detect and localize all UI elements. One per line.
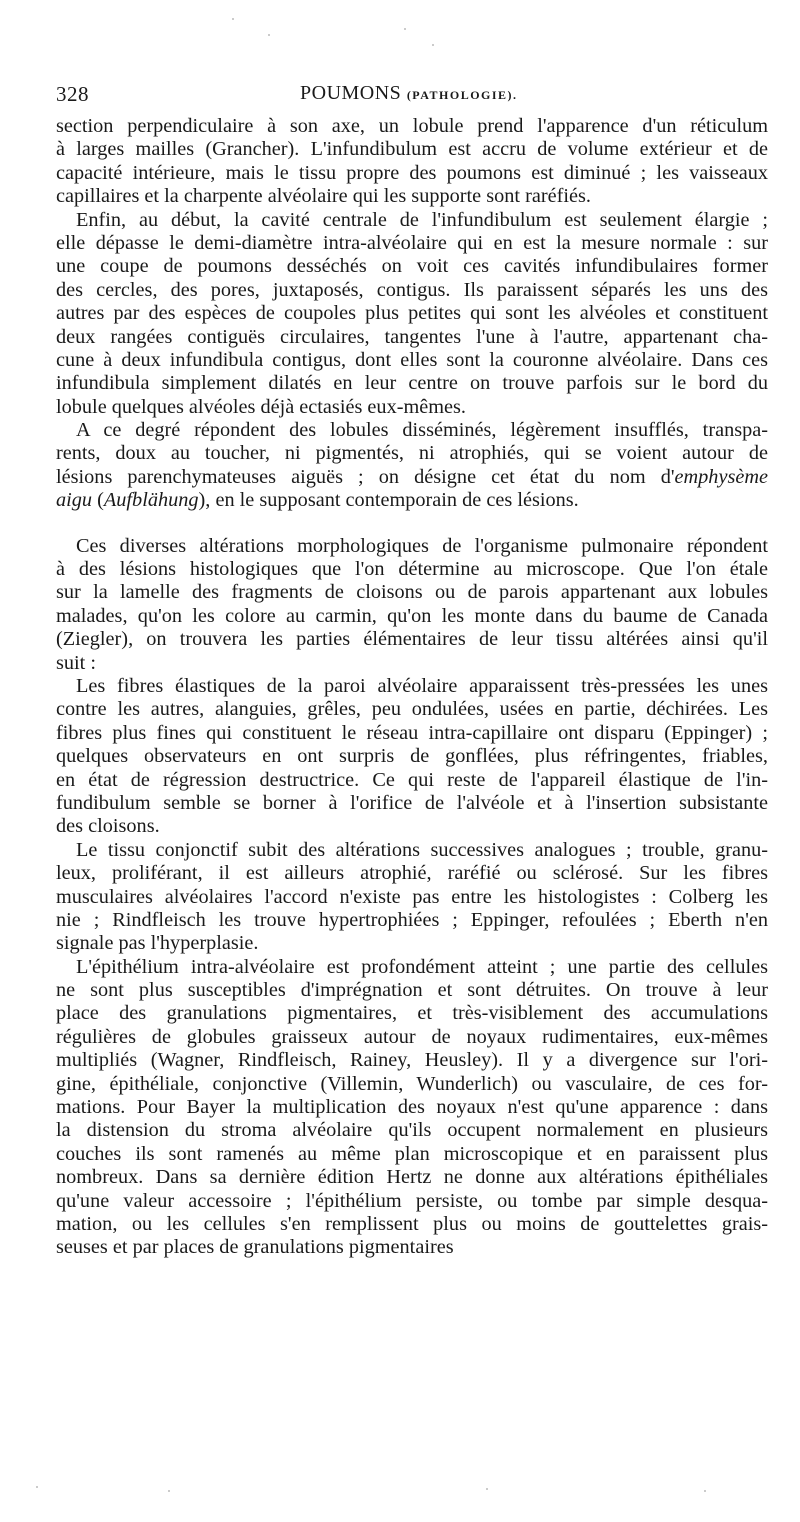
text-line: lobule quelques alvéoles déjà ectasiés eux-mêmes. <box>56 395 466 418</box>
text-line: mations. Pour Bayer la multiplication des noyaux n'est qu'une apparence : dans <box>56 1096 768 1119</box>
paragraph-4 <box>56 535 768 675</box>
text-line: des cercles, des pores, juxtaposés, contigus. Ils paraissent séparés les uns des <box>56 278 768 301</box>
running-header <box>56 82 756 112</box>
text-line: en état de régression destructrice. Ce qui reste de l'appareil élastique de l'in- <box>56 768 768 791</box>
text-line: fundibulum semble se borner à l'orifice de l'alvéole et à l'insertion subsistante <box>56 791 768 814</box>
text-line: sur la lamelle des fragments de cloisons ou de parois appartenant aux lobules <box>56 581 768 604</box>
page-title <box>300 82 518 105</box>
scan-speck <box>704 1490 706 1492</box>
text-line: cune à deux infundibula contigus, dont elles sont la couronne alvéolaire. Dans ces <box>56 348 768 371</box>
text-line: signale pas l'hyperplasie. <box>56 932 259 955</box>
paragraph-3 <box>56 419 768 513</box>
text-line: capillaires et la charpente alvéolaire qui les supporte sont raréfiés. <box>56 185 591 208</box>
text-line: capacité intérieure, mais le tissu propre des poumons est diminué ; les vaisseaux <box>56 161 768 184</box>
section-gap <box>56 513 768 535</box>
paragraph-6 <box>56 839 768 956</box>
text-line: section perpendiculaire à son axe, un lobule prend l'apparence d'un réticulum <box>56 115 768 137</box>
text-line-italic-term: lésions parenchymateuses aiguës ; on désigne cet état du nom d'emphysème <box>56 465 768 488</box>
text-line: régulières de globules graisseux autour de noyaux rudimentaires, eux-mêmes <box>56 1025 768 1048</box>
text-line: Les fibres élastiques de la paroi alvéolaire apparaissent très-pressées les unes <box>76 674 768 697</box>
text-line: elle dépasse le demi-diamètre intra-alvéolaire qui en est la mesure normale : sur <box>56 231 768 254</box>
page-title-main: POUMONS <box>300 82 402 104</box>
text-line: couches ils sont ramenés au même plan microscopique et en paraissent plus <box>56 1142 768 1165</box>
text-line: rents, doux au toucher, ni pigmentés, ni atrophiés, qui se voient autour de <box>56 442 768 465</box>
text-line: A ce degré répondent des lobules disséminés, légèrement insufflés, transpa- <box>76 419 768 442</box>
page-number: 328 <box>56 82 89 106</box>
text-line: leux, proliférant, il est ailleurs atrophié, raréfié ou sclérosé. Sur les fibres <box>56 862 768 885</box>
text-line: suit : <box>56 651 97 674</box>
text-line: fibres plus fines qui constituent le réseau intra-capillaire ont disparu (Eppinger) ; <box>56 721 768 744</box>
paragraph-1 <box>56 115 768 209</box>
text-line: multipliés (Wagner, Rindfleisch, Rainey, Heusley). Il y a divergence sur l'ori- <box>56 1049 768 1072</box>
text-line: infundibula simplement dilatés en leur centre on trouve parfois sur le bord du <box>56 372 768 395</box>
text-line: qu'une valeur accessoire ; l'épithélium persiste, ou tombe par simple desqua- <box>56 1189 768 1212</box>
text-line: deux rangées contiguës circulaires, tangentes l'une à l'autre, appartenant cha- <box>56 325 768 348</box>
text-line: autres par des espèces de coupoles plus petites qui sont les alvéoles et constituent <box>56 302 768 325</box>
text-line: malades, qu'on les colore au carmin, qu'on les monte dans du baume de Canada <box>56 604 768 627</box>
text-line: place des granulations pigmentaires, et très-visiblement des accumulations <box>56 1002 768 1025</box>
text-line: quelques observateurs en ont surpris de gonflées, plus réfringentes, friables, <box>56 745 768 768</box>
text-line: à larges mailles (Grancher). L'infundibulum est accru de volume extérieur et de <box>56 138 768 161</box>
text-line: Enfin, au début, la cavité centrale de l'infundibulum est seulement élargie ; <box>76 208 768 231</box>
text-line: contre les autres, alanguies, grêles, peu ondulées, usées en partie, déchirées. Les <box>56 698 768 721</box>
text-line: (Ziegler), on trouvera les parties élémentaires de leur tissu altérées ainsi qu'il <box>56 628 768 651</box>
scan-speck <box>432 44 434 46</box>
text-line: musculaires alvéolaires l'accord n'existe pas entre les histologistes : Colberg les <box>56 885 768 908</box>
text-line: nombreux. Dans sa dernière édition Hertz ne donne aux altérations épithéliales <box>56 1166 768 1189</box>
text-line: Ces diverses altérations morphologiques de l'organisme pulmonaire répondent <box>76 534 768 557</box>
text-line: Le tissu conjonctif subit des altérations successives analogues ; trouble, granu- <box>76 838 768 861</box>
body-text <box>56 115 768 1260</box>
text-line-italic-term: aigu (Aufblähung), en le supposant contemporain de ces lésions. <box>56 489 579 512</box>
scan-speck <box>404 28 406 30</box>
text-line: mation, ou les cellules s'en remplissent plus ou moins de gouttelettes grais- <box>56 1212 768 1235</box>
text-line: des cloisons. <box>56 815 160 838</box>
paragraph-7 <box>56 956 768 1260</box>
text-line: la distension du stroma alvéolaire qu'ils occupent normalement en plusieurs <box>56 1119 768 1142</box>
text-line: ne sont plus susceptibles d'imprégnation et sont détruites. On trouve à leur <box>56 979 768 1002</box>
paragraph-5 <box>56 675 768 839</box>
text-line: à des lésions histologiques que l'on détermine au microscope. Que l'on étale <box>56 558 768 581</box>
scan-speck <box>168 1490 170 1492</box>
scan-speck <box>36 1486 38 1488</box>
scan-speck <box>232 18 234 20</box>
text-line: une coupe de poumons desséchés on voit ces cavités infundibulaires former <box>56 255 768 278</box>
scan-speck <box>268 34 270 36</box>
paragraph-2 <box>56 209 768 420</box>
text-line: seuses et par places de granulations pigmentaires <box>56 1236 454 1259</box>
text-line: nie ; Rindfleisch les trouve hypertrophiées ; Eppinger, refoulées ; Eberth n'en <box>56 908 768 931</box>
text-line: gine, épithéliale, conjonctive (Villemin, Wunderlich) ou vasculaire, de ces for- <box>56 1072 768 1095</box>
page-title-subtitle: (PATHOLOGIE). <box>406 88 518 102</box>
scan-speck <box>486 1488 488 1490</box>
text-line: L'épithélium intra-alvéolaire est profondément atteint ; une partie des cellules <box>76 955 768 978</box>
